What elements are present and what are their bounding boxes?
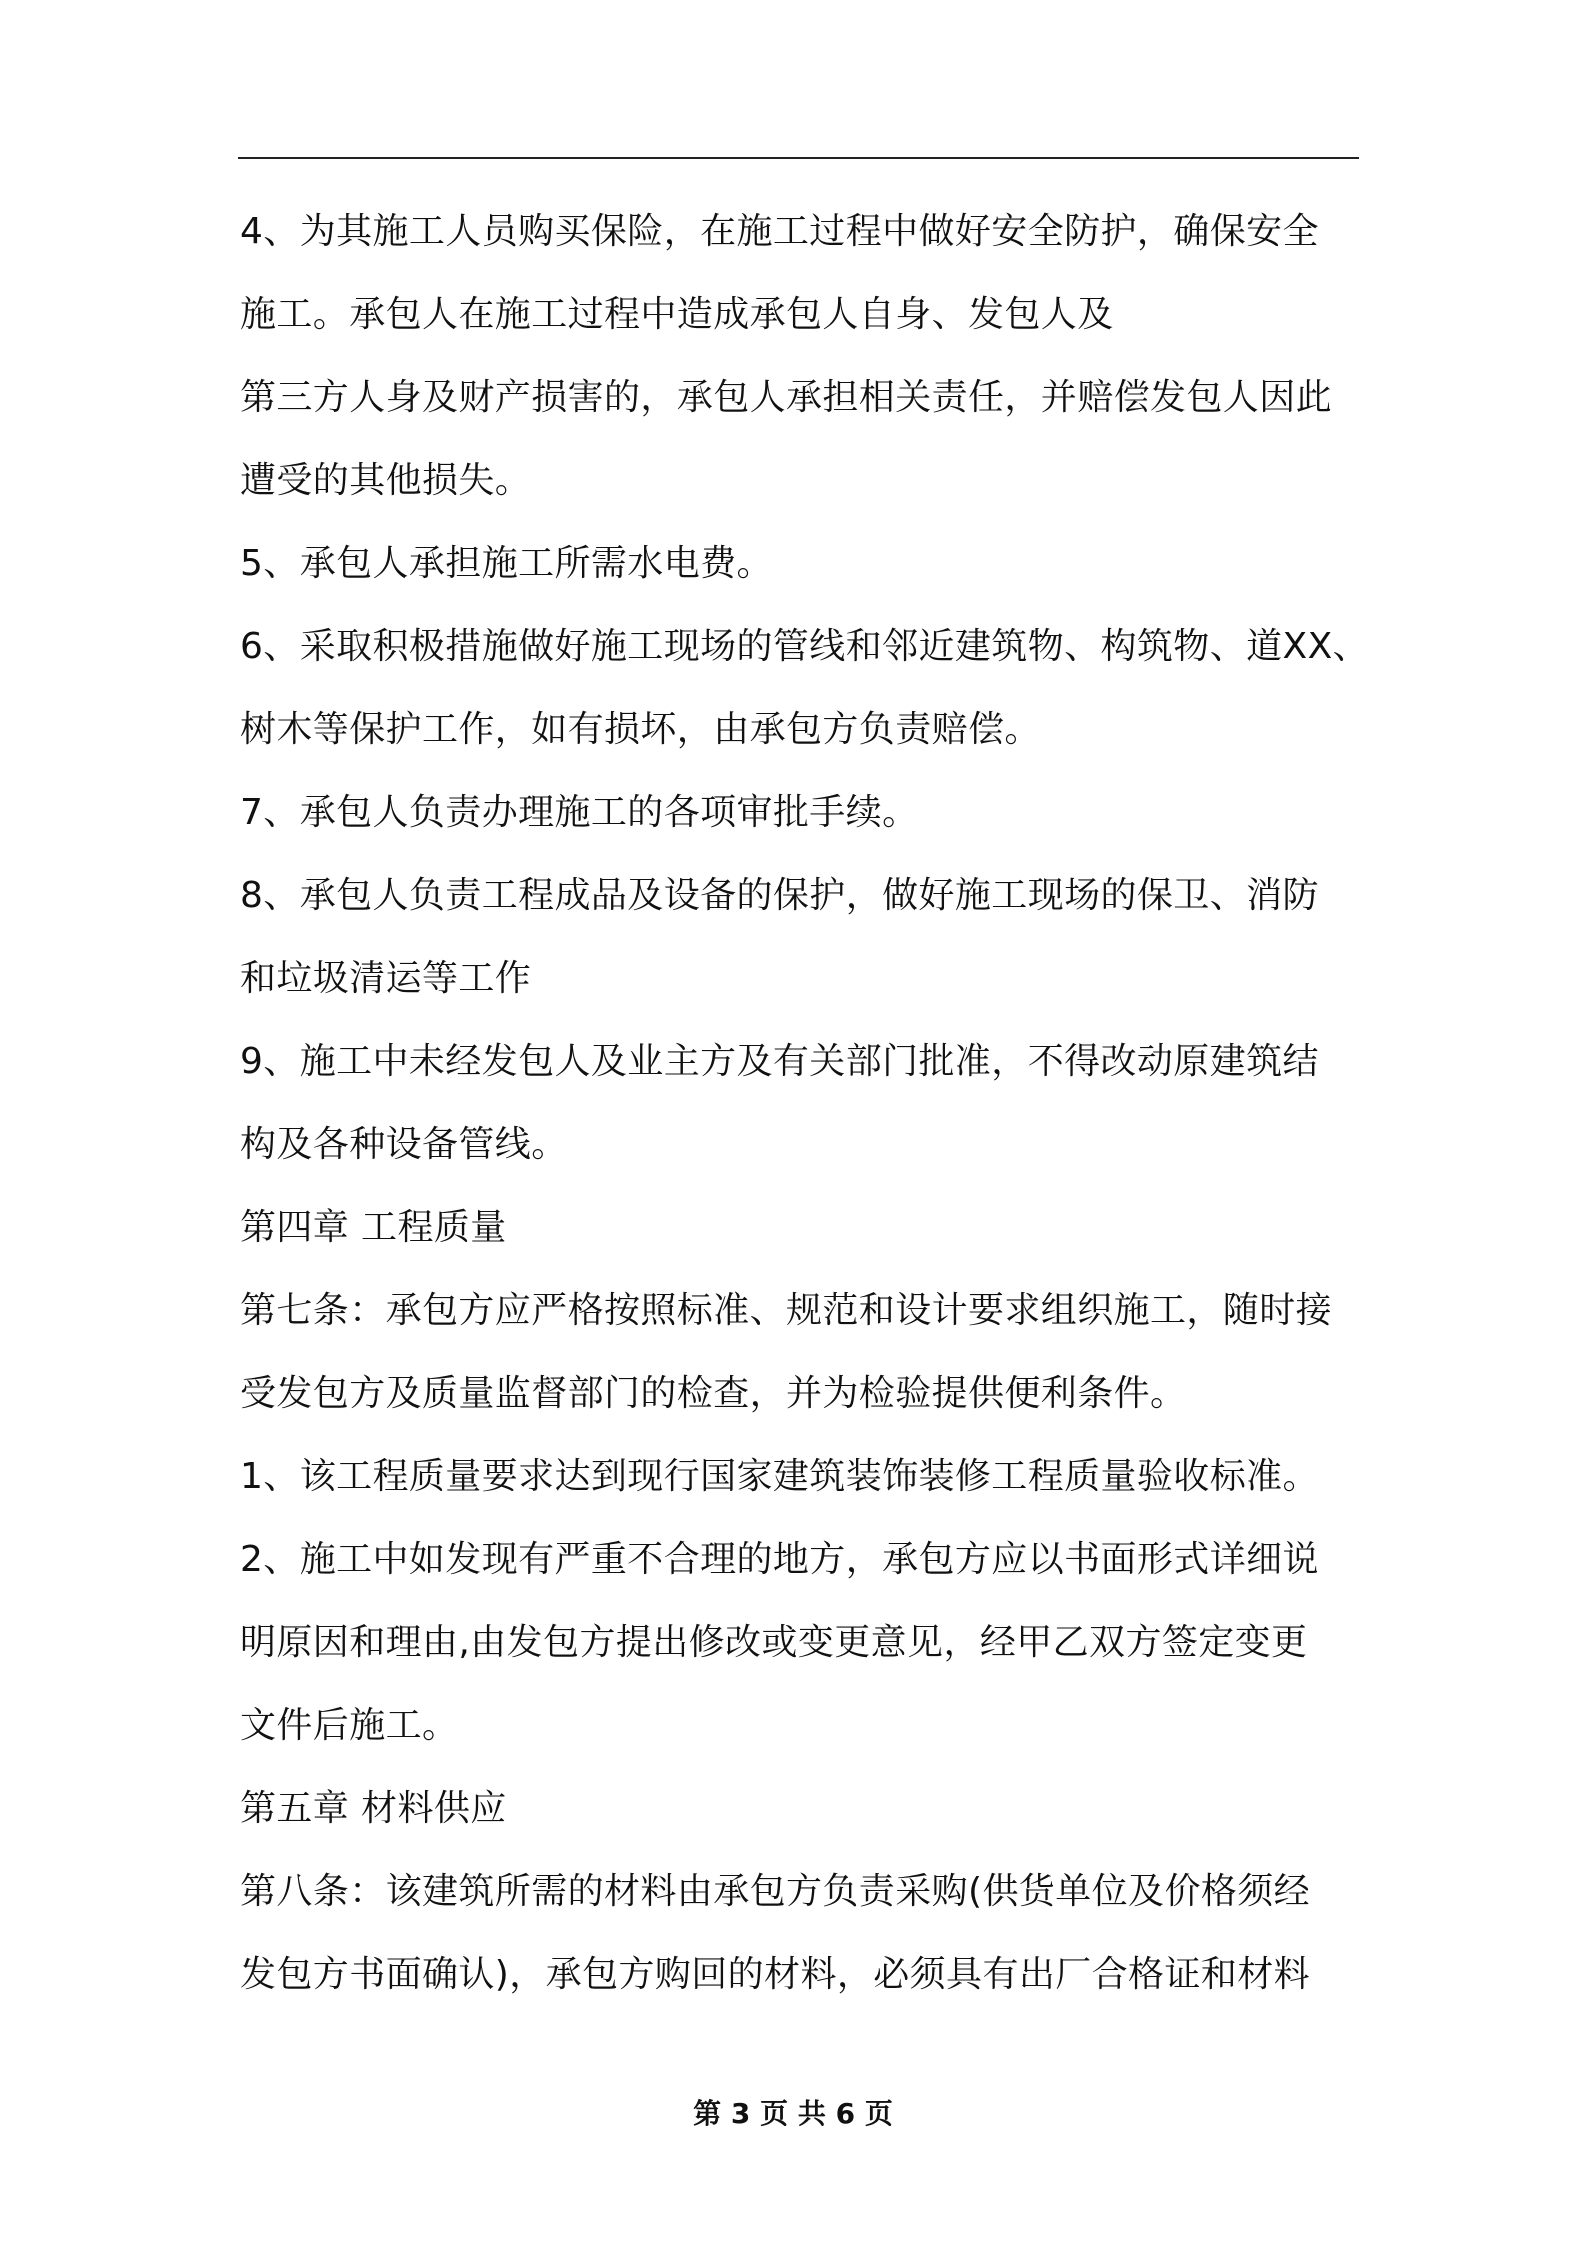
text-line: 1、该工程质量要求达到现行国家建筑装饰装修工程质量验收标准。 [240, 1456, 1319, 1497]
text-line: 7、承包人负责办理施工的各项审批手续。 [240, 792, 919, 833]
text-line: 受发包方及质量监督部门的检查，并为检验提供便利条件。 [240, 1373, 1187, 1414]
text-line: 6、采取积极措施做好施工现场的管线和邻近建筑物、构筑物、道XX、 [240, 626, 1370, 667]
text-line: 明原因和理由,由发包方提出修改或变更意见，经甲乙双方签定变更 [240, 1622, 1308, 1663]
text-line: 施工。承包人在施工过程中造成承包人自身、发包人及 [240, 294, 1114, 335]
page-number: 第 3 页 共 6 页 [693, 2097, 893, 2130]
text-line: 9、施工中未经发包人及业主方及有关部门批准，不得改动原建筑结 [240, 1041, 1319, 1082]
text-line: 第三方人身及财产损害的，承包人承担相关责任，并赔偿发包人因此 [240, 377, 1333, 418]
text-line: 第八条：该建筑所需的材料由承包方负责采购(供货单位及价格须经 [240, 1871, 1311, 1912]
text-line: 发包方书面确认)，承包方购回的材料，必须具有出厂合格证和材料 [240, 1954, 1311, 1995]
text-line: 文件后施工。 [240, 1705, 459, 1746]
text-line: 树木等保护工作，如有损坏，由承包方负责赔偿。 [240, 709, 1041, 750]
text-line: 遭受的其他损失。 [240, 460, 532, 501]
chapter-heading: 第五章 材料供应 [240, 1788, 507, 1829]
text-line: 构及各种设备管线。 [240, 1124, 568, 1165]
text-line: 第七条：承包方应严格按照标准、规范和设计要求组织施工，随时接 [240, 1290, 1333, 1331]
text-line: 8、承包人负责工程成品及设备的保护，做好施工现场的保卫、消防 [240, 875, 1319, 916]
text-line: 5、承包人承担施工所需水电费。 [240, 543, 773, 584]
text-line: 2、施工中如发现有严重不合理的地方，承包方应以书面形式详细说 [240, 1539, 1319, 1580]
chapter-heading: 第四章 工程质量 [240, 1207, 507, 1248]
text-line: 4、为其施工人员购买保险，在施工过程中做好安全防护，确保安全 [240, 211, 1319, 252]
text-line: 和垃圾清运等工作 [240, 958, 532, 999]
header-rule [238, 157, 1359, 159]
